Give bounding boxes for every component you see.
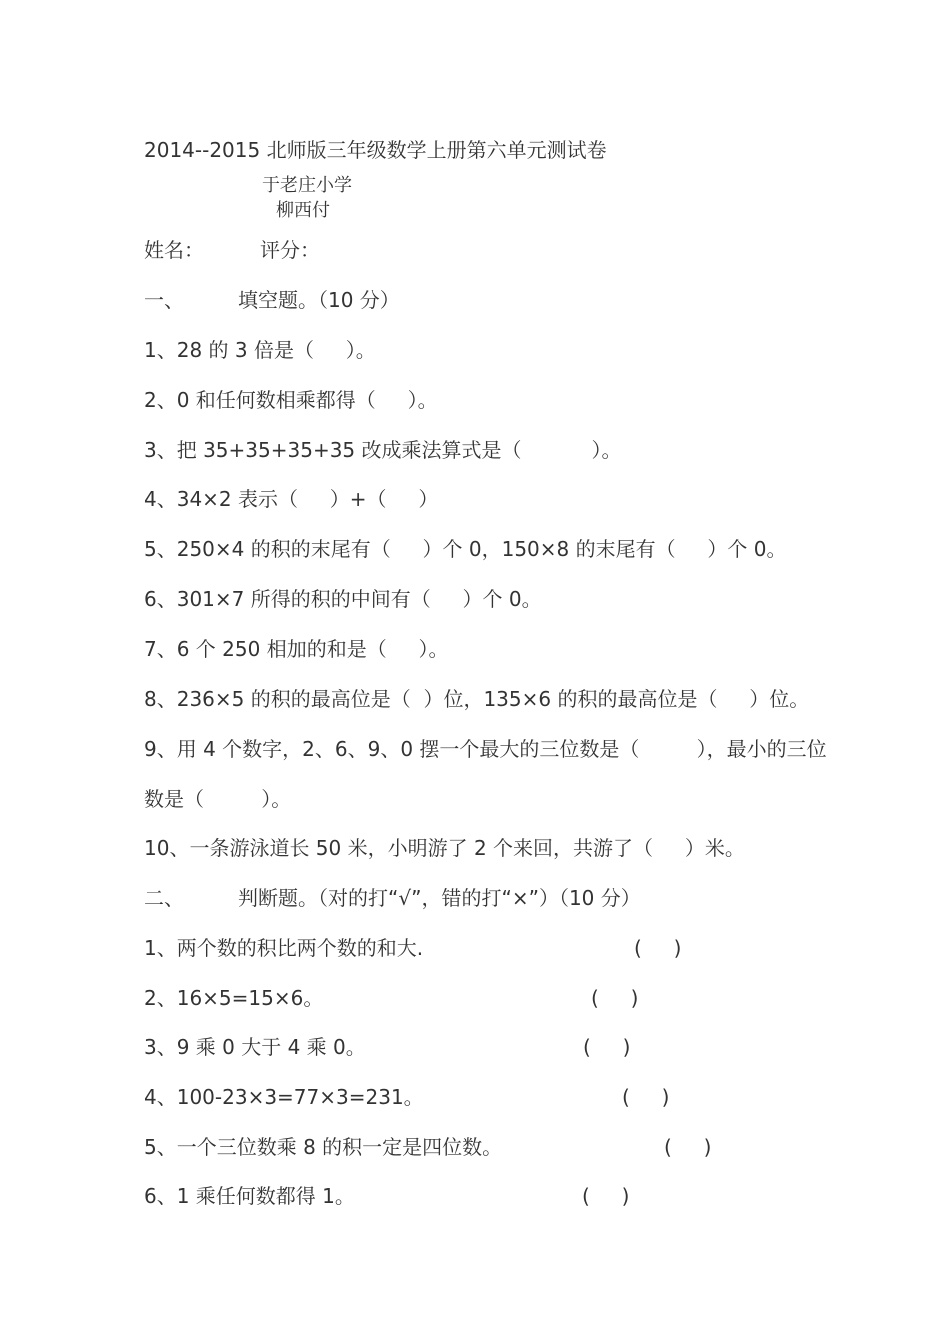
fill-question: 1、28 的 3 倍是（ ）。 bbox=[144, 338, 376, 362]
exam-title: 2014--2015 北师版三年级数学上册第六单元测试卷 bbox=[144, 138, 607, 162]
judge-answer-blank: ( ) bbox=[664, 1135, 712, 1159]
fill-question: 6、301×7 所得的积的中间有（ ）个 0。 bbox=[144, 587, 542, 611]
fill-question-continued: 数是（ ）。 bbox=[144, 787, 292, 811]
school-name: 于老庄小学 bbox=[262, 175, 352, 196]
fill-question: 8、236×5 的积的最高位是（ ）位，135×6 的积的最高位是（ ）位。 bbox=[144, 687, 810, 711]
fill-question: 4、34×2 表示（ ）+（ ） bbox=[144, 487, 439, 511]
section2-title: 判断题。（对的打“√”，错的打“×”）（10 分） bbox=[238, 886, 641, 910]
judge-question-text: 4、100-23×3=77×3=231。 bbox=[144, 1085, 424, 1109]
fill-question: 7、6 个 250 相加的和是（ ）。 bbox=[144, 637, 449, 661]
section1-title: 填空题。（10 分） bbox=[238, 288, 400, 312]
fill-question: 2、0 和任何数相乘都得（ ）。 bbox=[144, 388, 438, 412]
judge-question-text: 2、16×5=15×6。 bbox=[144, 986, 324, 1010]
section2-number: 二、 bbox=[144, 886, 184, 910]
score-label: 评分： bbox=[260, 238, 320, 262]
judge-question-text: 1、两个数的积比两个数的和大. bbox=[144, 936, 424, 960]
judge-question-text: 5、一个三位数乘 8 的积一定是四位数。 bbox=[144, 1135, 503, 1159]
fill-question: 3、把 35+35+35+35 改成乘法算式是（ ）。 bbox=[144, 438, 622, 462]
fill-question: 10、一条游泳道长 50 米，小明游了 2 个来回，共游了（ ）米。 bbox=[144, 836, 745, 860]
teacher-name: 柳西付 bbox=[276, 200, 330, 221]
judge-question-text: 3、9 乘 0 大于 4 乘 0。 bbox=[144, 1035, 366, 1059]
fill-question: 5、250×4 的积的末尾有（ ）个 0，150×8 的末尾有（ ）个 0。 bbox=[144, 537, 787, 561]
name-label: 姓名： bbox=[144, 238, 204, 262]
judge-answer-blank: ( ) bbox=[622, 1085, 670, 1109]
section1-number: 一、 bbox=[144, 288, 184, 312]
judge-answer-blank: ( ) bbox=[582, 1184, 630, 1208]
judge-answer-blank: ( ) bbox=[591, 986, 639, 1010]
judge-question-text: 6、1 乘任何数都得 1。 bbox=[144, 1184, 355, 1208]
judge-answer-blank: ( ) bbox=[583, 1035, 631, 1059]
judge-answer-blank: ( ) bbox=[634, 936, 682, 960]
fill-question: 9、用 4 个数字，2、6、9、0 摆一个最大的三位数是（ ），最小的三位 bbox=[144, 737, 827, 761]
